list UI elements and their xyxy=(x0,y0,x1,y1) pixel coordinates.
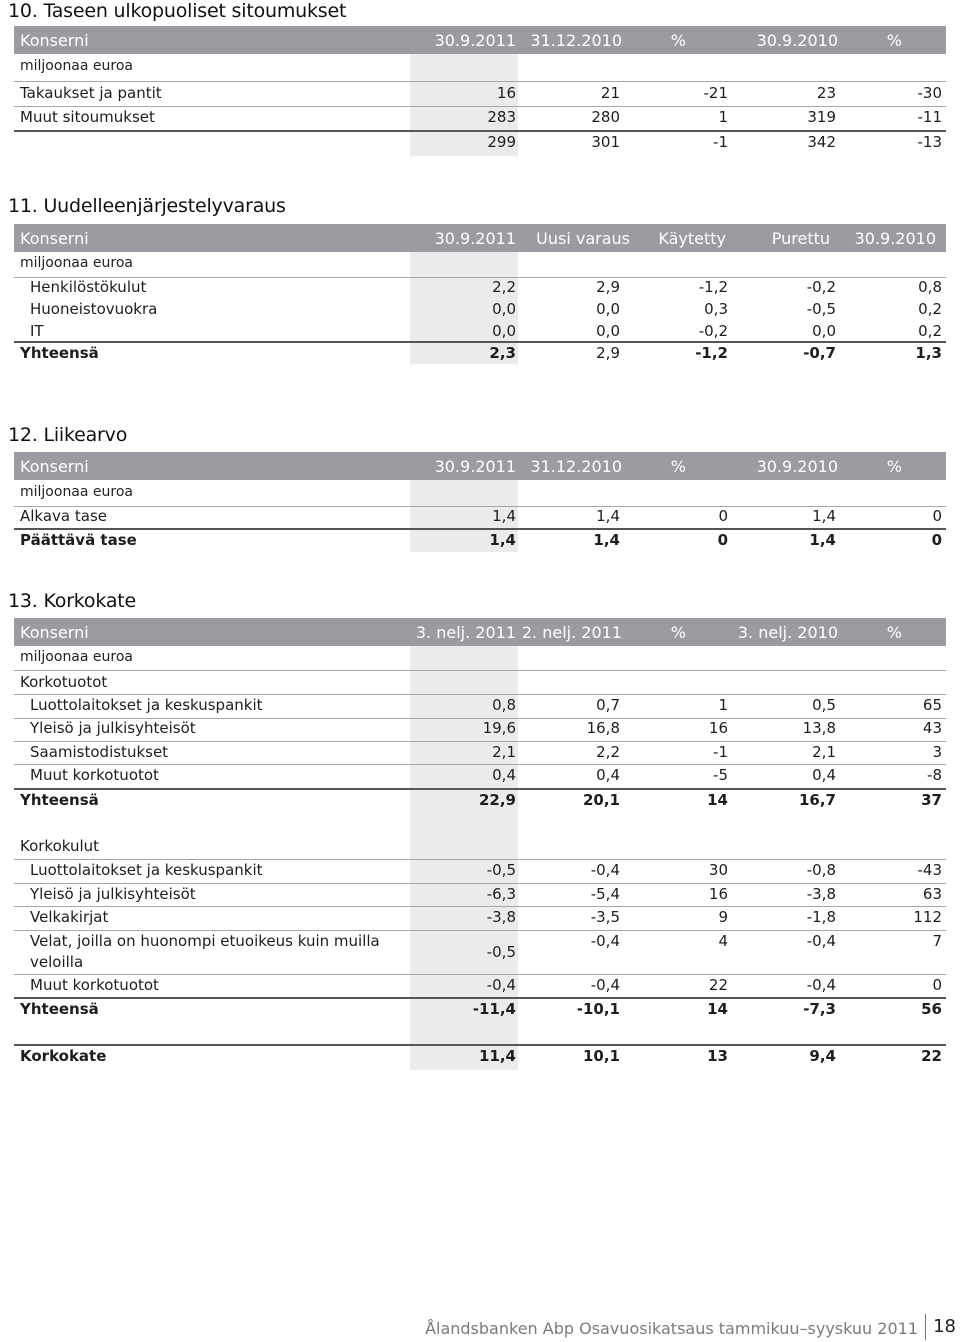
section-11-title: 11. Uudelleenjärjestelyvaraus xyxy=(8,195,286,217)
table-net-interest-income: Konserni 3. nelj. 2011 2. nelj. 2011 % 3. nelj. 2010 % miljoonaa euroa Korkotuotot Luottolaitokset ja keskuspankit 0,8 0,7 1 0,5 65 Yleisö ja julkisyhteisöt 19,6 16,8 16 13,8 43 Saamistodistukset 2,1 2,2 -1 2,1 3 Muut korkotuotot 0,4 0,4 -5 0,4 -8 Yhteensä 22,9 20,1 14 16,7 37 Korkokulut Luottolaitokset ja keskuspankit -0,5 -0,4 30 -0,8 -43 Yleisö ja julkisyhteisöt -6,3 -5,4 16 -3,8 63 Velkakirjat -3,8 -3,5 9 -1,8 112 Velat, joilla on huonompi etuoikeus kuin muilla veloilla -0,5 -0,4 4 -0,4 7 Muut korkotuotot -0,4 -0,4 22 -0,4 0 Yhteensä -11,4 -10,1 14 -7,3 56 Korkokate 11,4 10,1 13 9,4 22 xyxy=(14,618,946,1070)
table-row: Velat, joilla on huonompi etuoikeus kuin muilla veloilla -0,5 -0,4 4 -0,4 7 xyxy=(30,932,942,971)
table-off-balance-commitments: Konserni 30.9.2011 31.12.2010 % 30.9.2010 % miljoonaa euroa Takaukset ja pantit 16 21 -21 23 -30 Muut sitoumukset 283 280 1 319 -11 299 301 -1 342 -13 xyxy=(14,26,946,156)
table-goodwill: Konserni 30.9.2011 31.12.2010 % 30.9.2010 % miljoonaa euroa Alkava tase 1,4 1,4 0 1,4 0 Päättävä tase 1,4 1,4 0 1,4 0 xyxy=(14,452,946,552)
footer-text: Ålandsbanken Abp Osavuosikatsaus tammikuu–syyskuu 2011 xyxy=(425,1319,918,1338)
table-header: Konserni 3. nelj. 2011 2. nelj. 2011 % 3. nelj. 2010 % xyxy=(14,618,946,646)
table-header: Konserni 30.9.2011 Uusi varaus Käytetty Purettu 30.9.2010 xyxy=(14,224,946,252)
section-13-title: 13. Korkokate xyxy=(8,590,137,612)
table-header: Konserni 30.9.2011 31.12.2010 % 30.9.2010 % xyxy=(14,26,946,54)
section-10-title: 10. Taseen ulkopuoliset sitoumukset xyxy=(8,0,347,22)
page-number: 18 xyxy=(933,1316,956,1337)
table-header: Konserni 30.9.2011 31.12.2010 % 30.9.2010 % xyxy=(14,452,946,480)
table-restructuring-provision: Konserni 30.9.2011 Uusi varaus Käytetty Purettu 30.9.2010 miljoonaa euroa Henkilöstökulut 2,2 2,9 -1,2 -0,2 0,8 Huoneistovuokra 0,0 0,0 0,3 -0,5 0,2 IT 0,0 0,0 -0,2 0,0 0,2 Yhteensä 2,3 2,9 -1,2 -0,7 1,3 xyxy=(14,224,946,364)
footer-divider xyxy=(925,1314,926,1340)
section-12-title: 12. Liikearvo xyxy=(8,424,128,446)
